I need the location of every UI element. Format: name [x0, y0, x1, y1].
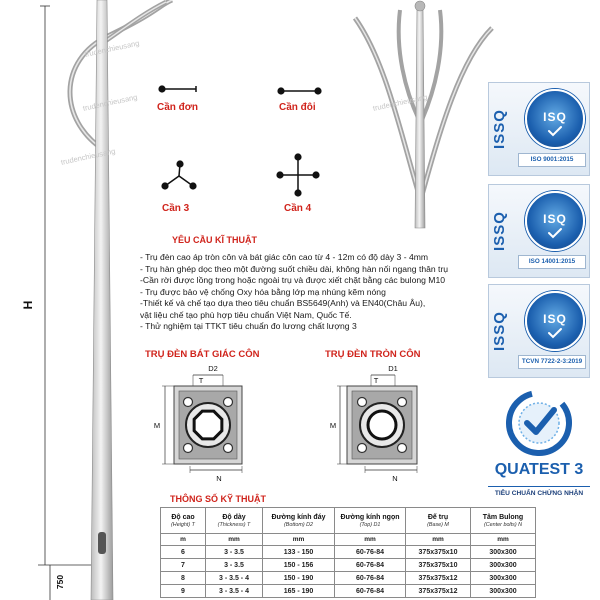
header-en: (Center bolts) N: [483, 521, 523, 528]
cert-standard: ISO 9001:2015: [518, 153, 586, 167]
watermark: trudenchieusang: [84, 38, 141, 59]
pole-finial: [415, 1, 425, 11]
header-en: (Thickness) T: [217, 521, 251, 528]
cert-brand: ISSQ: [491, 311, 508, 351]
table-cell: 6: [161, 546, 206, 559]
unit-cell: mm: [263, 534, 335, 546]
base-label: M: [153, 421, 161, 430]
octagon-section: [194, 411, 222, 439]
requirements-list: [140, 252, 485, 333]
table-cell: 3 - 3.5 - 4: [206, 572, 263, 585]
table-cell: 375x375x10: [406, 559, 471, 572]
requirement-line: vật liệu chế tạo phù hợp tiêu chuẩn Việt Nam, Quốc Tế.: [140, 309, 352, 320]
table-units-row: [161, 534, 536, 546]
cert-seal-icon: [525, 191, 585, 251]
round-section: [368, 411, 396, 439]
unit-cell: mm: [471, 534, 536, 546]
certification-badge-iso14001: [488, 184, 590, 278]
cert-brand: ISSQ: [491, 211, 508, 251]
table-cell: 375x375x12: [406, 585, 471, 598]
table-cell: 60-76-84: [335, 546, 406, 559]
single-arm-label: Cần đơn: [157, 102, 198, 113]
header-bottom-diameter: [263, 508, 335, 534]
cert-standard: TCVN 7722-2-3:2019: [518, 355, 586, 369]
double-arm-pole-drawing: [330, 0, 500, 230]
pole-shaft: [415, 8, 425, 228]
table-cell: 60-76-84: [335, 585, 406, 598]
table-cell: 300x300: [471, 546, 536, 559]
pole-arm-inner-right: [422, 10, 441, 120]
table-cell: 150 - 190: [263, 572, 335, 585]
bolt-label: N: [392, 474, 398, 483]
table-cell: 60-76-84: [335, 572, 406, 585]
header-base: [406, 508, 471, 534]
base-label: M: [329, 421, 337, 430]
pole-arm-right: [422, 28, 492, 195]
header-vi: Tâm Bulong: [482, 513, 524, 521]
table-cell: 150 - 156: [263, 559, 335, 572]
table-cell: 300x300: [471, 572, 536, 585]
bolt-hole: [358, 398, 367, 407]
pole-shaft: [91, 0, 113, 600]
spec-table-title: THÔNG SỐ KỸ THUẬT: [170, 494, 266, 504]
table-cell: 3 - 3.5 - 4: [206, 585, 263, 598]
requirement-line: - Trụ hàn ghép dọc theo một đường suốt chiều dài, không hàn nối ngang thân trụ: [140, 263, 449, 274]
thickness-label: T: [373, 376, 379, 385]
cert-seal-icon: [525, 291, 585, 351]
header-en: (Height) T: [171, 521, 195, 528]
unit-cell: mm: [335, 534, 406, 546]
certification-badge-iso9001: [488, 82, 590, 176]
cert-seal-icon: [525, 89, 585, 149]
requirement-line: - Thử nghiệm tại TTKT tiêu chuẩn đo lương chất lượng 3: [140, 321, 357, 331]
pole-door: [98, 532, 106, 554]
unit-cell: mm: [206, 534, 263, 546]
header-center-bolts: [471, 508, 536, 534]
certification-badge-tcvn: [488, 284, 590, 378]
quatest-name: QUATEST 3: [494, 461, 584, 478]
watermark: trudenchieusang: [82, 92, 139, 113]
quatest-logo: [488, 385, 590, 507]
diameter-label: D2: [208, 364, 218, 373]
header-vi: Đường kính ngọn: [340, 513, 400, 521]
triple-arm-label: Cần 3: [162, 203, 190, 214]
table-cell: 7: [161, 559, 206, 572]
header-height: [161, 508, 206, 534]
table-row: [161, 559, 536, 572]
bolt-label: N: [216, 474, 222, 483]
cert-mark: ISQ: [543, 312, 567, 326]
bolt-hole: [184, 398, 193, 407]
table-row: [161, 585, 536, 598]
header-top-diameter: [335, 508, 406, 534]
table-cell: 300x300: [471, 585, 536, 598]
quad-arm-label: Cần 4: [284, 203, 312, 214]
header-thickness: [206, 508, 263, 534]
requirement-line: - Trụ đèn cao áp tròn côn và bát giác côn cao từ 4 - 12m có độ dày 3 - 4mm: [140, 252, 429, 262]
bolt-hole: [398, 444, 407, 453]
table-cell: 133 - 150: [263, 546, 335, 559]
height-label: H: [21, 300, 35, 310]
arm-type-symbols: [150, 75, 330, 205]
header-vi: Đế trụ: [427, 513, 449, 521]
bolt-hole: [184, 444, 193, 453]
bolt-hole: [224, 398, 233, 407]
table-cell: 375x375x10: [406, 546, 471, 559]
table-cell: 60-76-84: [335, 559, 406, 572]
double-arm-label: Cần đôi: [279, 102, 316, 113]
table-row: [161, 546, 536, 559]
header-vi: Độ cao: [171, 513, 195, 521]
single-arm-symbol: [158, 85, 196, 92]
double-arm-symbol: [277, 87, 321, 94]
unit-cell: m: [161, 534, 206, 546]
table-cell: 375x375x12: [406, 572, 471, 585]
quatest-emblem-icon: [488, 385, 590, 461]
requirement-line: -Thiết kế và chế tạo dựa theo tiêu chuẩn BS5649(Anh) và EN40(Châu Âu),: [140, 298, 426, 308]
watermark: trudenchieusang: [372, 92, 429, 113]
header-vi: Độ dày: [222, 513, 246, 521]
header-en: (Top) D1: [359, 521, 381, 528]
bolt-hole: [358, 444, 367, 453]
table-row: [161, 572, 536, 585]
cert-standard: ISO 14001:2015: [518, 255, 586, 269]
round-base-plate-diagram: [327, 362, 447, 484]
quatest-tagline: TIÊU CHUẨN CHỨNG NHẬN: [488, 486, 590, 497]
table-cell: 9: [161, 585, 206, 598]
header-en: (Base) M: [427, 521, 449, 528]
octagonal-base-plate-diagram: [148, 362, 268, 484]
check-icon: [547, 227, 563, 239]
diameter-label: D1: [388, 364, 398, 373]
requirement-line: - Trụ được bảo vệ chống Oxy hóa bằng lớp mạ nhúng kẽm nóng: [140, 286, 386, 297]
header-vi: Đường kính đáy: [271, 513, 326, 521]
cert-mark: ISQ: [543, 212, 567, 226]
header-en: (Bottom) D2: [283, 521, 314, 528]
round-pole-title: TRỤ ĐÈN TRÒN CÔN: [325, 349, 421, 360]
unit-cell: mm: [406, 534, 471, 546]
table-cell: 165 - 190: [263, 585, 335, 598]
bolt-hole: [398, 398, 407, 407]
octagonal-pole-title: TRỤ ĐÈN BÁT GIÁC CÔN: [145, 349, 260, 360]
check-icon: [547, 125, 563, 137]
table-cell: 3 - 3.5: [206, 559, 263, 572]
pole-arm-highlight: [422, 28, 492, 195]
quad-arm-symbol: [276, 153, 319, 196]
table-cell: 3 - 3.5: [206, 546, 263, 559]
thickness-label: T: [198, 376, 204, 385]
bolt-hole: [224, 444, 233, 453]
watermark: trudenchieusang: [60, 146, 117, 167]
cert-mark: ISQ: [543, 110, 567, 124]
requirement-line: -Cần rời được lồng trong hoặc ngoài trụ và được xiết chặt bằng các bulong M10: [140, 275, 446, 285]
table-header-row: [161, 508, 536, 534]
cert-brand: ISSQ: [491, 109, 508, 149]
spec-table: [160, 507, 536, 598]
requirements-title: YÊU CẦU KĨ THUẬT: [172, 235, 257, 245]
check-icon: [547, 327, 563, 339]
base-height-label: 750: [55, 574, 65, 590]
table-cell: 300x300: [471, 559, 536, 572]
triple-arm-symbol: [161, 160, 196, 189]
table-cell: 8: [161, 572, 206, 585]
